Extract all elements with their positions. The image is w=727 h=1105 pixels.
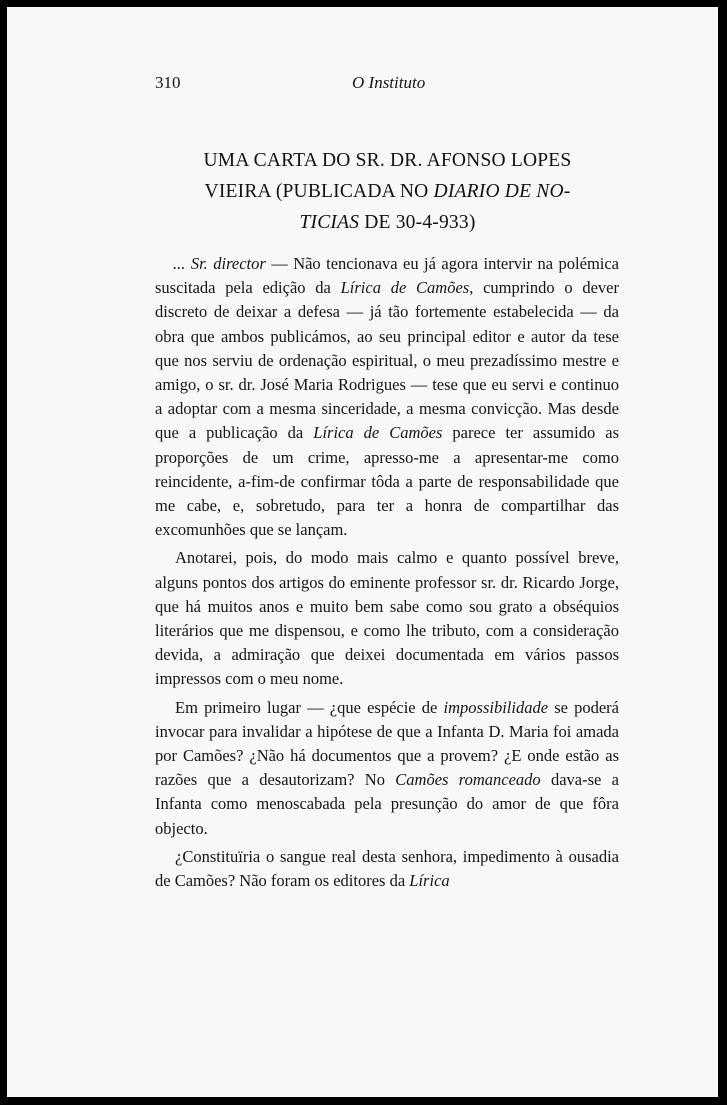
book-title: Lírica bbox=[409, 871, 450, 891]
title-line-3: TICIAS DE 30-4-933) bbox=[299, 212, 476, 233]
newspaper-name-cont: TICIAS bbox=[299, 212, 360, 233]
running-head bbox=[155, 73, 615, 95]
article-body bbox=[155, 252, 619, 897]
book-title: Camões romanceado bbox=[395, 770, 541, 790]
article-title bbox=[155, 145, 620, 238]
paragraph-1: ... Sr. director — Não tencionava eu já agora intervir na polémica suscitada pela edição da Lírica de Camões, cumprindo o dever discreto de deixar a defesa — já tão fortemente estabelecida — da obra que ambos publicámos, ao seu principal editor e autor da tese que nos serviu de ordenação espiritual, o meu prezadíssimo mestre e amigo, o sr. dr. José Maria Rodrigues — tese que eu servi e continuo a adoptar com a mesma sinceridade, a mesma convicção. Mas desde que a publicação da Lírica de Camões parece ter assumido as proporções de um crime, apresso-me a apresentar-me como reincidente, a-fim-de confirmar tôda a parte de responsabilidade que me cabe, e, sobretudo, para ter a honra de compartilhar das excomunhões que se lançam. bbox=[155, 254, 620, 540]
title-line-2: VIEIRA (PUBLICADA NO DIARIO DE NO- bbox=[204, 181, 571, 202]
emphasis: impossibilidade bbox=[443, 697, 549, 717]
paragraph-4: ¿Constituïria o sangue real desta senhora, impedimento à ousadia de Camões? Não foram os editores da Lírica bbox=[155, 846, 619, 891]
paragraph-3: Em primeiro lugar — ¿que espécie de impossibilidade se poderá invocar para invalidar a hipótese de que a Infanta D. Maria foi amada por Camões? ¿Não há documentos que a provem? ¿E onde estão as razões que a desautorizam? No Camões romanceado dava-se a Infanta como menoscabada pela presunção do amor de que fôra objecto. bbox=[155, 697, 620, 838]
salutation: ... Sr. director bbox=[173, 254, 266, 273]
journal-title: O Instituto bbox=[352, 73, 426, 92]
book-title: Lírica de Camões bbox=[313, 423, 443, 443]
page-number: 310 bbox=[155, 73, 181, 92]
book-title: Lírica de Camões bbox=[340, 278, 470, 298]
book-page bbox=[7, 7, 718, 1097]
paragraph-2: Anotarei, pois, do modo mais calmo e quanto possível breve, alguns pontos dos artigos do eminente professor sr. dr. Ricardo Jorge, que há muitos anos e muito bem sabe como sou grato a obséquios literários que me dispensou, e como lhe tributo, com a consideração devida, a admiração que deixei documentada em vários passos impressos com o meu nome. bbox=[155, 548, 619, 689]
newspaper-name: DIARIO DE NO- bbox=[433, 181, 571, 202]
title-line-1: UMA CARTA DO SR. DR. AFONSO LOPES bbox=[203, 150, 572, 171]
